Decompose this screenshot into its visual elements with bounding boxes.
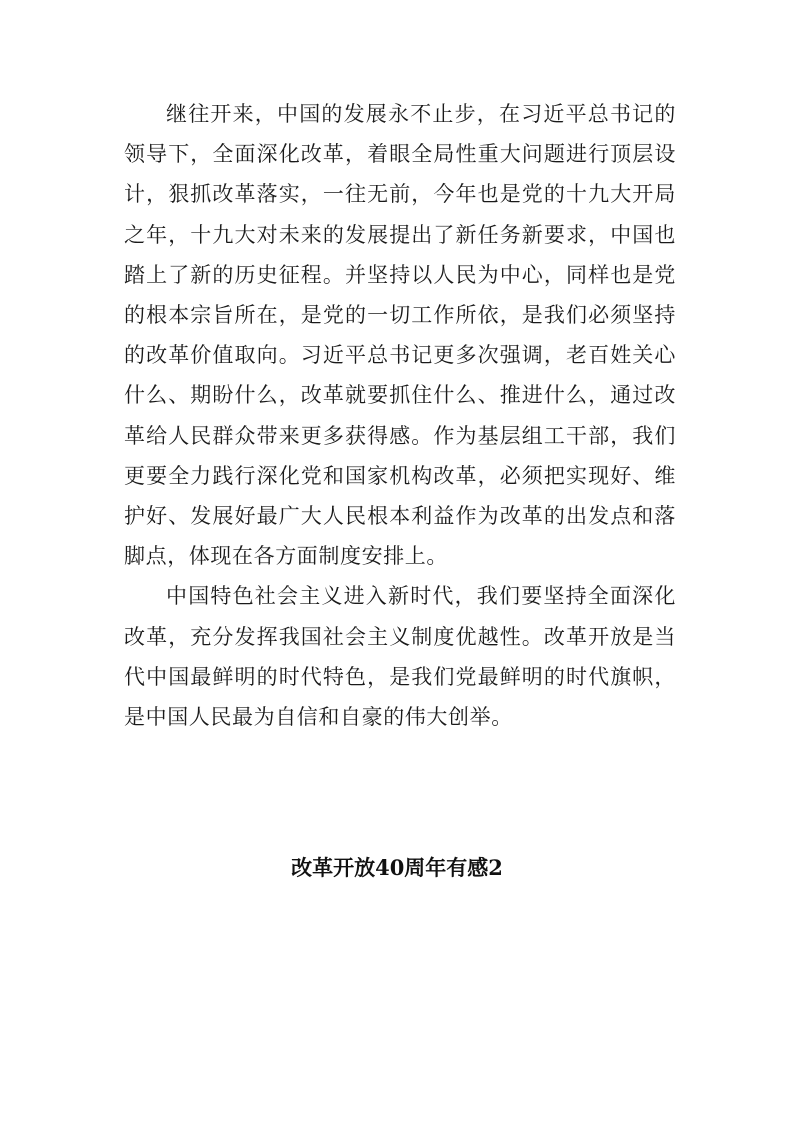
section-title: 改革开放40周年有感2: [291, 855, 503, 880]
document-body: [124, 94, 676, 737]
paragraph-1: 继往开来，中国的发展永不止步，在习近平总书记的领导下，全面深化改革，着眼全局性重大问题进行顶层设计，狠抓改革落实，一往无前，今年也是党的十九大开局之年，十九大对未来的发展提出了新任务新要求，中国也踏上了新的历史征程。并坚持以人民为中心，同样也是党的根本宗旨所在，是党的一切工作所依，是我们必须坚持的改革价值取向。习近平总书记更多次强调，老百姓关心什么、期盼什么，改革就要抓住什么、推进什么，通过改革给人民群众带来更多获得感。作为基层组工干部，我们更要全力践行深化党和国家机构改革，必须把实现好、维护好、发展好最广大人民根本利益作为改革的出发点和落脚点，体现在各方面制度安排上。: [124, 102, 676, 569]
paragraph-2: 中国特色社会主义进入新时代，我们要坚持全面深化改革，充分发挥我国社会主义制度优越性。改革开放是当代中国最鲜明的时代特色，是我们党最鲜明的时代旗帜，是中国人民最为自信和自豪的伟大创举。: [124, 584, 676, 730]
